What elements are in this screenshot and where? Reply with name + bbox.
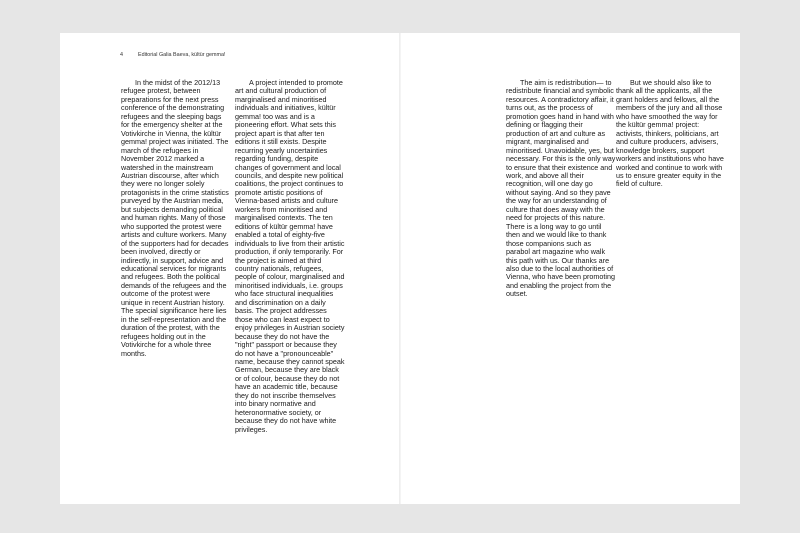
running-title: Editorial Galia Baeva, kültür gemma!	[138, 52, 226, 58]
text-column-3	[506, 79, 616, 299]
paragraph: But we should also like to thank all the applicants, all the grant holders and fellows, all the members of the jury and all those who have smoothed the way for the kültür gemma! project: activists, thinkers, politicians, art and culture producers, advisers, knowledge brokers, support workers and institutions who have worked and continue to work with us to ensure greater equity in the field of culture.	[616, 78, 724, 189]
page-number: 4	[120, 52, 123, 58]
book-gutter	[399, 33, 401, 504]
paragraph: In the midst of the 2012/13 refugee protest, between preparations for the next press conference of the demonstrating refugees and the sleeping bags for the emergency shelter at the Votivkirche in Vienna, the kültür gemma! project was initiated. The march of the refugees in November 2012 marked a watershed in the mainstream Austrian discourse, after which they were no longer solely protagonists in the crime statistics purveyed by the Austrian media, but subjects demanding political and human rights. Many of those who supported the protest were artists and culture workers. Many of the supporters had for decades been involved, directly or indirectly, in support, advice and educational services for migrants and refugees. Both the political demands of the refugees and the outcome of the protest were unique in recent Austrian history. The special significance here lies in the self-representation and the duration of the protest, with the refugees holding out in the Votivkirche for a whole three months.	[121, 78, 229, 358]
text-column-1	[121, 79, 231, 358]
text-column-4	[616, 79, 726, 189]
paragraph: A project intended to promote art and cultural production of marginalised and minoritised individuals and initiatives, kültür gemma! too was and is a pioneering effort. What sets this project apart is that after ten editions it still exists. Despite recurring yearly uncertainties regarding funding, despite changes of government and local councils, and despite new political coalitions, the project continues to promote artistic positions of Vienna-based artists and culture workers from minoritised and marginalised contexts. The ten editions of kültür gemma! have enabled a total of eighty-five individuals to live from their artistic production, if only temporarily. For the project is aimed at third country nationals, refugees, people of colour, marginalised and minoritised individuals, i.e. groups who face structural inequalities and discrimination on a daily basis. The project addresses those who can least expect to enjoy privileges in Austrian society because they do not have the "right" passport or because they do not have a "pronounceable" name, because they cannot speak German, because they are black or of colour, because they do not have an academic title, because they do not inscribe themselves into binary normative and heteronormative society, or because they do not have white privileges.	[235, 78, 345, 434]
paragraph: The aim is redistribution— to redistribute financial and symbolic resources. A contradictory affair, it turns out, as the process of promotion goes hand in hand with defining or flagging their production of art and culture as migrant, marginalised and minoritised. Unavoidable, yes, but necessary. For this is the only way to ensure that their existence and work, and above all their recognition, will one day go without saying. And so they pave the way for an understanding of culture that does away with the need for projects of this nature. There is a long way to go until then and we would like to thank those companions such as parabol art magazine who walk this path with us. Our thanks are also due to the local authorities of Vienna, who have been promoting and enabling the project from the outset.	[506, 78, 616, 299]
text-column-2	[235, 79, 345, 434]
